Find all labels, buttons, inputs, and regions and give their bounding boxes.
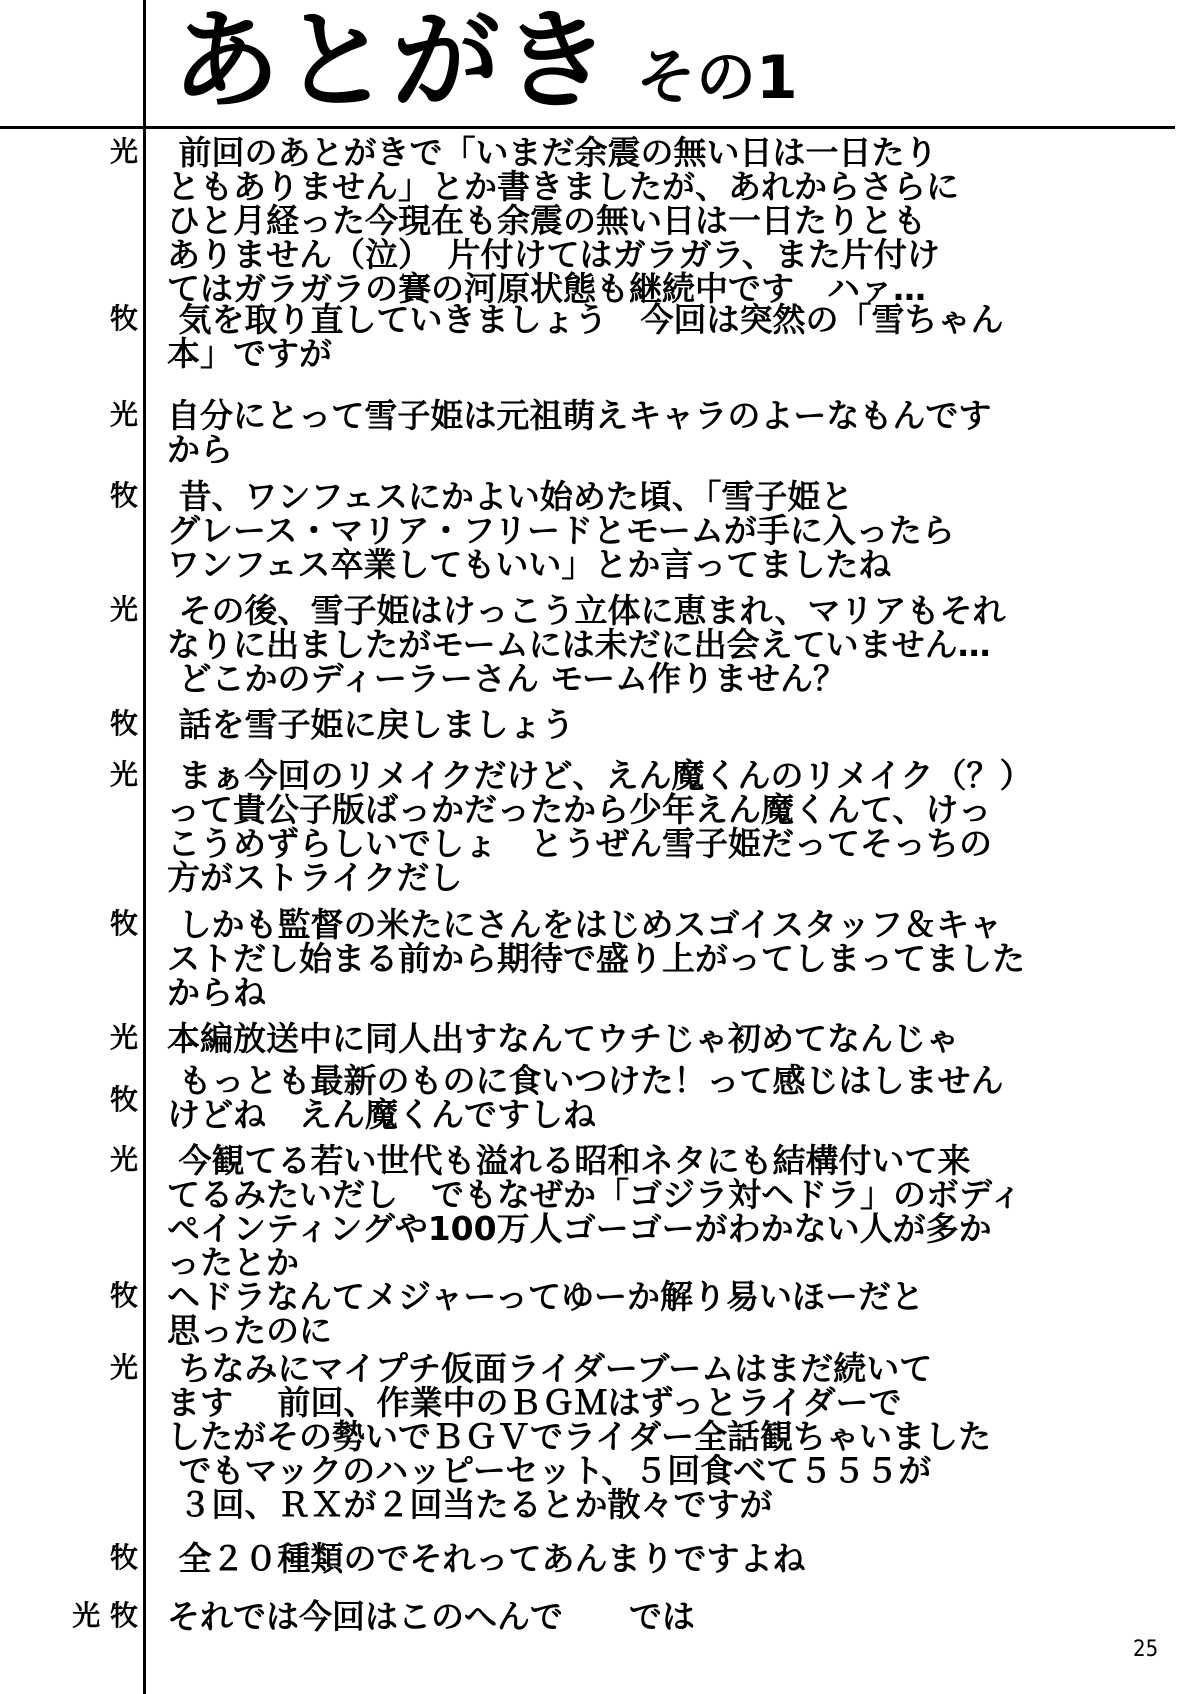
speaker-label: 牧	[109, 707, 138, 740]
dialogue-text: 昔、ワンフェスにかよい始めた頃、「雪子姫と グレース・マリア・フリードとモームが手に入ったら ワンフェス卒業してもいい」とか言ってましたね	[167, 477, 955, 584]
speaker-label: 牧	[109, 1083, 138, 1116]
speaker-label: 牧	[109, 479, 138, 512]
dialogue-text: ちなみにマイプチ仮面ライダーブームはまだ続いて ます 前回、作業中のＢＧＭはずっとライダーで したがその勢いでＢＧＶでライダー全話観ちゃいました でもマックのハッピーセット、５回食べて５５５が ３回、ＲＸが２回当たるとか散々ですが	[167, 1349, 992, 1524]
dialogue-text: それでは今回はこのへんで では	[167, 1597, 695, 1636]
dialogue-text: 前回のあとがきで「いまだ余震の無い日は一日たり ともありません」とか書きましたが、あれからさらに ひと月経った今現在も余震の無い日は一日たりとも ありません（泣） 片付けてはガラガラ、また片付け てはガラガラの賽の河原状態も継続中です ハァ…	[167, 133, 959, 308]
dialogue-text: しかも監督の米たにさんをはじめスゴイスタッフ＆キャ ストだし始まる前から期待で盛り上がってしまってました からね	[167, 905, 1025, 1012]
speaker-label: 牧	[109, 1279, 138, 1312]
speaker-label: 光	[109, 1143, 138, 1176]
dialogue-text: 全２０種類のでそれってあんまりですよね	[167, 1539, 806, 1578]
speaker-label: 牧	[109, 907, 138, 940]
speaker-label: 光	[109, 398, 138, 431]
dialogue-text: 本編放送中に同人出すなんてウチじゃ初めてなんじゃ	[167, 1019, 959, 1058]
dialogue-text: 今観てる若い世代も溢れる昭和ネタにも結構付いて来 てるみたいだし でもなぜか「ゴジラ対ヘドラ」のボディ ペインティングや100万人ゴーゴーがわかない人が多か ったとか	[167, 1141, 1023, 1282]
dialogue-text: その後、雪子姫はけっこう立体に恵まれ、マリアもそれ なりに出ましたがモームには未だに出会えていません… どこかのディーラーさん モーム作りません？	[167, 591, 1006, 698]
dialogue-text: 気を取り直していきましょう 今回は突然の「雪ちゃん 本」ですが	[167, 300, 1004, 373]
speaker-label: 牧	[109, 1541, 138, 1574]
speaker-label: 光	[109, 1021, 138, 1054]
speaker-label: 牧	[109, 302, 138, 335]
speaker-label: 光	[109, 593, 138, 626]
vertical-rule	[143, 0, 146, 1694]
speaker-label: 光	[109, 1351, 138, 1384]
speaker-label: 光	[109, 135, 138, 168]
dialogue-text: もっとも最新のものに食いつけた！って感じはしません けどね えん魔くんですしね	[167, 1061, 1004, 1134]
page-number: 25	[1133, 1637, 1159, 1662]
dialogue-text: まぁ今回のリメイクだけど、えん魔くんのリメイク（？） って貴公子版ばっかだったから少年えん魔くんて、けっ こうめずらしいでしょ とうぜん雪子姫だってそっちの 方がストライクだし	[167, 756, 1033, 897]
dialogue-text: 自分にとって雪子姫は元祖萌えキャラのよーなもんです から	[167, 396, 992, 469]
dialogue-text: ヘドラなんてメジャーってゆーか解り易いほーだと 思ったのに	[167, 1277, 925, 1350]
title-main: あとがき	[172, 0, 613, 124]
title-sub: その1	[636, 43, 798, 113]
speaker-label: 光 牧	[72, 1599, 138, 1632]
title-underline-rule	[0, 126, 1175, 129]
dialogue-text: 話を雪子姫に戻しましょう	[167, 705, 575, 744]
page-title	[172, 0, 798, 124]
speaker-label: 光	[109, 758, 138, 791]
